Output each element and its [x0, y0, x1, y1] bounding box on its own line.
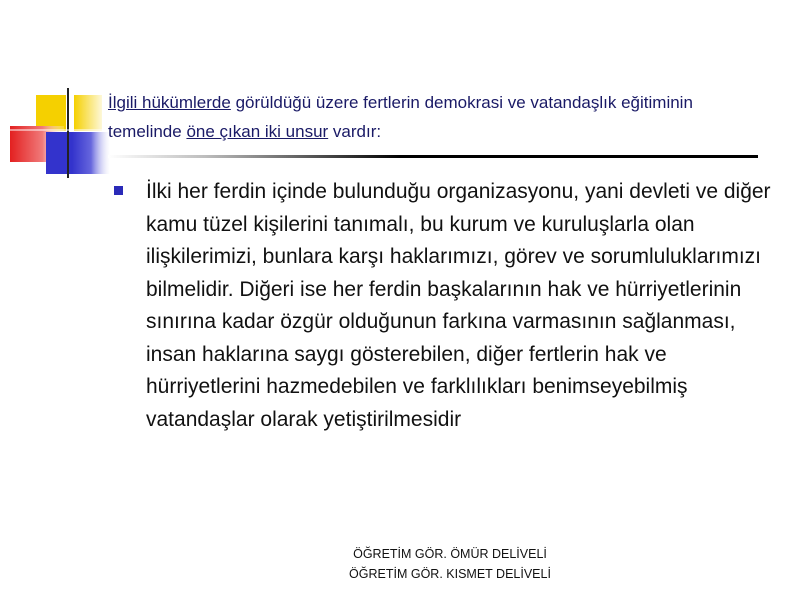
title-link-one-cikan: öne çıkan iki unsur: [186, 122, 329, 141]
decorative-squares-graphic: [0, 0, 120, 190]
yellow-square: [36, 95, 66, 131]
title-divider: [108, 155, 758, 158]
slide-title: [108, 88, 758, 146]
yellow-fade-square: [74, 95, 102, 131]
title-text-1: görüldüğü üzere fertlerin demokrasi ve vatandaşlık eğitiminin temelinde: [108, 93, 693, 141]
bullet-square-icon: [114, 186, 123, 195]
bullet-text: İlki her ferdin içinde bulunduğu organizasyonu, yani devleti ve diğer kamu tüzel kişilerini tanımalı, bu kurum ve kuruluşlarla olan ilişkilerimizi, bunlara karşı haklarımızı, görev ve sorumluluklarımızı bilmelidir. Diğeri ise her ferdin başkalarının hak ve hürriyetlerinin sınırına kadar özgür olduğunun farkına varmasının sağlanması, insan haklarına saygı gösterebilen, diğer fertlerin hak ve hürriyetlerini hazmedebilen ve farklılıkları benimseyebilmiş vatandaşlar olarak yetiştirilmesidir: [146, 180, 771, 431]
title-link-ilgili-hukumlerde: İlgili hükümlerde: [108, 93, 231, 112]
footer-authors: [300, 544, 600, 584]
footer-author-1: ÖĞRETİM GÖR. ÖMÜR DELİVELİ: [353, 547, 547, 561]
title-text-2: vardır:: [328, 122, 382, 141]
blue-gradient-square: [72, 132, 110, 174]
footer-author-2: ÖĞRETİM GÖR. KISMET DELİVELİ: [349, 567, 551, 581]
